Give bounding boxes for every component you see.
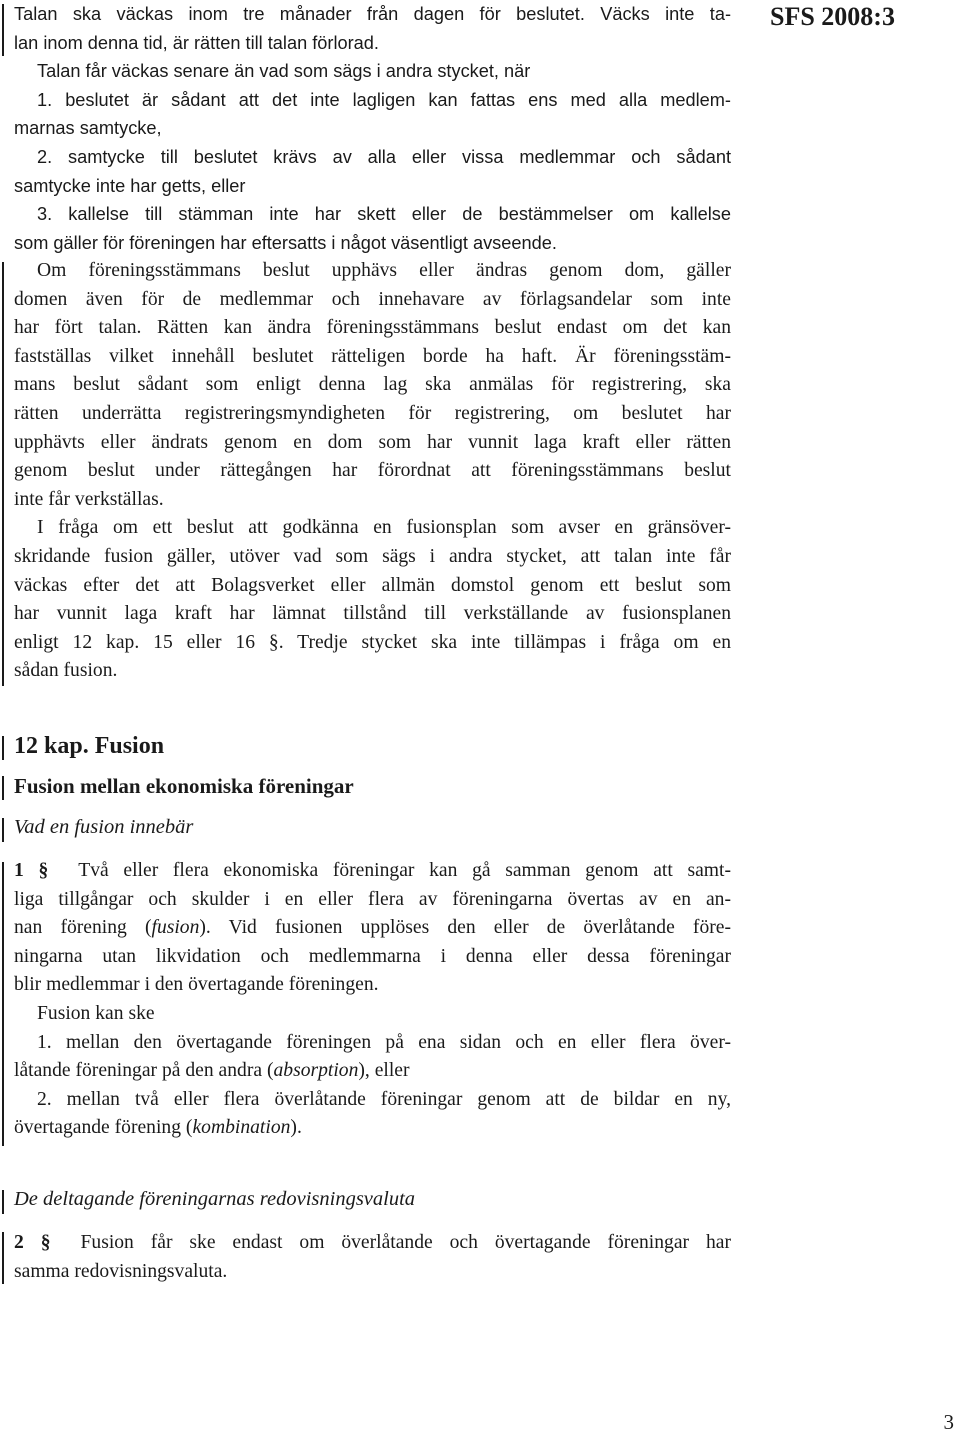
text-line: Talan får väckas senare än vad som sägs i andra stycket, när [37, 61, 531, 82]
text-span: nan förening ( [14, 917, 152, 939]
text-line: inte får verkställas. [14, 488, 164, 510]
text-line: marnas samtycke, [14, 118, 162, 139]
text-span: ). [290, 1117, 302, 1139]
text-line: 1. beslutet är sådant att det inte lagligen kan fattas ens med alla medlem- [37, 89, 731, 110]
section-number: 1 § [14, 860, 49, 881]
section-2 [14, 1229, 731, 1286]
text-line: enligt 12 kap. 15 eller 16 §. Tredje stycket ska inte tillämpas i fråga om en [14, 631, 731, 653]
change-bar [2, 862, 4, 1146]
section-number: 2 § [14, 1232, 51, 1253]
text-line: sådan fusion. [14, 660, 118, 682]
change-bar [2, 4, 4, 56]
text-line: som gäller för föreningen har eftersatts i något väsentligt avseende. [14, 232, 557, 253]
text-line: mans beslut sådant som enligt denna lag ska anmälas för registrering, ska [14, 374, 731, 396]
text-line [14, 914, 731, 943]
section-1 [14, 857, 731, 1143]
text-span: ). Vid fusionen upplöses den eller de överlåtande före- [199, 917, 731, 939]
text-span: låtande föreningar på den andra ( [14, 1060, 274, 1082]
paragraph-block-1 [14, 0, 731, 257]
text-line: 3. kallelse till stämman inte har skett eller de bestämmelser om kallelse [37, 204, 731, 225]
page-number: 3 [943, 1410, 954, 1434]
text-line: I fråga om ett beslut att godkänna en fusionsplan som avser en gränsöver- [37, 517, 731, 539]
text-line: skridande fusion gäller, utöver vad som sägs i andra stycket, att talan inte får [14, 545, 731, 567]
italic-term: fusion [151, 917, 200, 939]
text-line: har fört talan. Rätten kan ändra föreningsstämmans beslut endast om det kan [14, 317, 731, 339]
change-bar [2, 776, 4, 800]
text-span: ), eller [358, 1060, 410, 1082]
text-line: Fusion får ske endast om överlåtande och övertagande föreningar har [80, 1232, 731, 1253]
change-bar [2, 1232, 4, 1284]
text-line: 2. mellan två eller flera överlåtande föreningar genom att de bildar en ny, [37, 1088, 731, 1110]
text-line: samtycke inte har getts, eller [14, 175, 246, 196]
text-line [14, 857, 731, 886]
text-line: liga tillgångar och skulder i en eller flera av föreningarna övertas av en an- [14, 888, 731, 910]
text-line: Talan ska väckas inom tre månader från dagen för beslutet. Väcks inte ta- [14, 4, 731, 24]
text-line: lan inom denna tid, är rätten till talan förlorad. [14, 32, 379, 53]
text-line: 2. samtycke till beslutet krävs av alla eller vissa medlemmar och sådant [37, 146, 731, 167]
chapter-subtitle: Fusion mellan ekonomiska föreningar [14, 774, 354, 798]
text-line: har vunnit laga kraft har lämnat tillstånd till verkställande av fusionsplanen [14, 603, 731, 625]
text-line: Om föreningsstämmans beslut upphävs eller ändras genom dom, gäller [37, 260, 731, 281]
text-line [14, 1229, 731, 1258]
text-line: domen även för de medlemmar och innehavare av förlagsandelar som inte [14, 288, 731, 310]
italic-term: kombination [192, 1117, 291, 1139]
text-line [14, 1114, 731, 1143]
text-line: genom beslut under rättegången har förordnat att föreningsstämmans beslut [14, 460, 731, 482]
change-bar [2, 262, 4, 686]
text-line: 1. mellan den övertagande föreningen på ena sidan och en eller flera över- [37, 1031, 731, 1053]
section-heading: De deltagande föreningarnas redovisningsvaluta [14, 1188, 416, 1210]
text-line: ningarna utan likvidation och medlemmarna i denna eller dessa föreningar [14, 945, 731, 967]
change-bar [2, 1190, 4, 1214]
text-line: upphävts eller ändrats genom en dom som har vunnit laga kraft eller rätten [14, 431, 731, 453]
text-line: fastställas vilket innehåll beslutet rätteligen borde ha haft. Är föreningsstäm- [14, 345, 731, 367]
change-bar [2, 818, 4, 842]
text-line: rätten underrätta registreringsmyndigheten för registrering, om beslutet har [14, 402, 731, 424]
text-line: Fusion kan ske [37, 1002, 155, 1024]
chapter-title: 12 kap. Fusion [14, 733, 165, 759]
italic-term: absorption [273, 1060, 359, 1082]
sfs-number: SFS 2008:3 [770, 2, 895, 31]
text-span: övertagande förening ( [14, 1117, 193, 1139]
paragraph-block-2 [14, 257, 731, 686]
text-line: blir medlemmar i den övertagande föreningen. [14, 974, 379, 996]
text-line: Två eller flera ekonomiska föreningar kan gå samman genom att samt- [78, 860, 732, 881]
text-line: väckas efter det att Bolagsverket eller allmän domstol genom ett beslut som [14, 574, 731, 596]
text-line [14, 1057, 731, 1086]
section-heading: Vad en fusion innebär [14, 816, 194, 838]
change-bar [2, 736, 4, 760]
text-line: samma redovisningsvaluta. [14, 1260, 228, 1282]
